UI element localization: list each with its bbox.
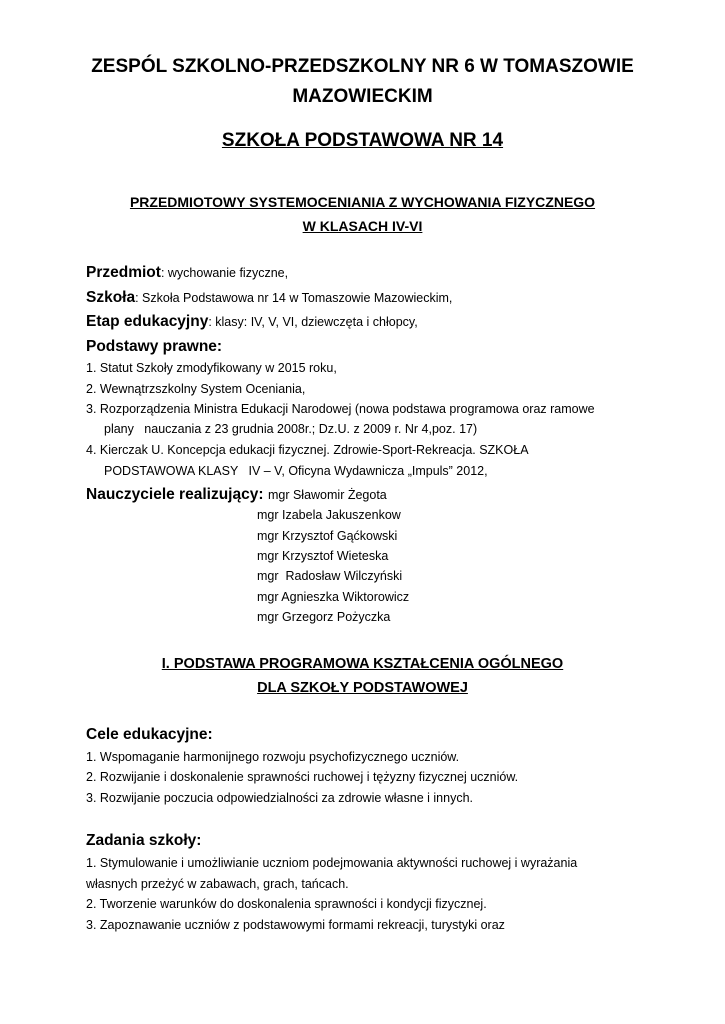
nauczyciele-row [86, 486, 387, 504]
school-name: SZKOŁA PODSTAWOWA NR 14 [221, 130, 504, 151]
przedmiot-row [86, 264, 288, 282]
podstawy-item-continuation: PODSTAWOWA KLASY IV – V, Oficyna Wydawnicza „Impuls” 2012, [104, 464, 488, 478]
podstawy-item: 3. Rozporządzenia Ministra Edukacji Narodowej (nowa podstawa programowa oraz ramowe [86, 402, 595, 416]
header-title-line2: MAZOWIECKIM [292, 86, 433, 107]
teacher-name: mgr Krzysztof Wieteska [257, 549, 389, 563]
cele-heading: Cele edukacyjne: [86, 726, 213, 743]
teacher-name: mgr Grzegorz Pożyczka [257, 610, 391, 624]
etap-value: : klasy: IV, V, VI, dziewczęta i chłopcy, [208, 315, 418, 329]
podstawy-item: 1. Statut Szkoły zmodyfikowany w 2015 roku, [86, 361, 337, 375]
zadania-heading: Zadania szkoły: [86, 832, 202, 849]
nauczyciele-label: Nauczyciele realizujący: [86, 486, 264, 503]
subtitle-line2: W KLASACH IV-VI [302, 218, 423, 234]
przedmiot-label: Przedmiot [86, 264, 161, 281]
cele-item: 2. Rozwijanie i doskonalenie sprawności ruchowej i tężyzny fizycznej uczniów. [86, 770, 519, 784]
podstawy-item-continuation: plany nauczania z 23 grudnia 2008r.; Dz.U. z 2009 r. Nr 4,poz. 17) [104, 422, 478, 436]
szkola-value: : Szkoła Podstawowa nr 14 w Tomaszowie Mazowieckim, [135, 291, 453, 305]
przedmiot-value: : wychowanie fizyczne, [160, 266, 289, 280]
podstawy-label: Podstawy prawne: [86, 338, 223, 355]
szkola-label: Szkoła [86, 289, 136, 306]
teacher-name: mgr Agnieszka Wiktorowicz [257, 590, 410, 604]
szkola-row [86, 289, 452, 307]
header-title-line1: ZESPÓL SZKOLNO-PRZEDSZKOLNY NR 6 W TOMASZOWIE [91, 56, 634, 77]
section1-title-line2: DLA SZKOŁY PODSTAWOWEJ [257, 680, 468, 696]
cele-item: 3. Rozwijanie poczucia odpowiedzialności za zdrowie własne i innych. [86, 791, 474, 805]
etap-label: Etap edukacyjny [86, 313, 209, 330]
podstawy-item: 4. Kierczak U. Koncepcja edukacji fizycznej. Zdrowie-Sport-Rekreacja. SZKOŁA [86, 443, 529, 457]
teacher-name: mgr Sławomir Żegota [267, 488, 387, 502]
zadania-item-continuation: własnych przeżyć w zabawach, grach, tańcach. [86, 877, 349, 891]
teacher-name: mgr Krzysztof Gąćkowski [257, 529, 398, 543]
zadania-item: 3. Zapoznawanie uczniów z podstawowymi formami rekreacji, turystyki oraz [86, 918, 505, 932]
cele-item: 1. Wspomaganie harmonijnego rozwoju psychofizycznego uczniów. [86, 750, 460, 764]
etap-row [86, 313, 418, 331]
teacher-name: mgr Radosław Wilczyński [257, 569, 403, 583]
zadania-item: 1. Stymulowanie i umożliwianie uczniom podejmowania aktywności ruchowej i wyrażania [86, 856, 578, 870]
section1-title-line1: I. PODSTAWA PROGRAMOWA KSZTAŁCENIA OGÓLNEGO [161, 656, 564, 672]
zadania-item: 2. Tworzenie warunków do doskonalenia sprawności i kondycji fizycznej. [86, 897, 487, 911]
podstawy-item: 2. Wewnątrzszkolny System Oceniania, [86, 382, 306, 396]
teacher-name: mgr Izabela Jakuszenkow [257, 508, 401, 522]
subtitle-line1: PRZEDMIOTOWY SYSTEMOCENIANIA Z WYCHOWANIA FIZYCZNEGO [129, 194, 596, 210]
